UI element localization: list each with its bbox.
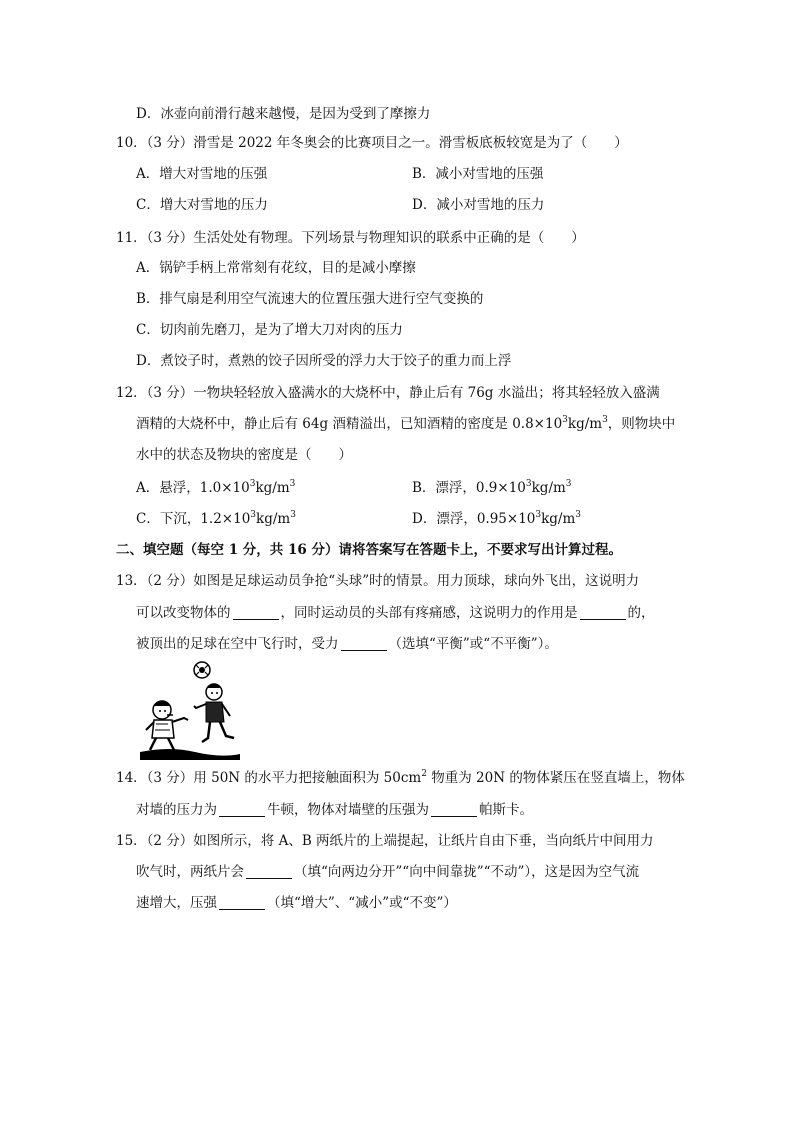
- q13-stem-line2: 可以改变物体的 ，同时运动员的头部有疼痛感，这说明力的作用是 的，: [136, 605, 655, 621]
- q9-option-d: D．冰壶向前滑行越来越慢，是因为受到了摩擦力: [136, 106, 431, 122]
- q12-option-b: B．漂浮，$0.9\times 10^3kg/m^3$: [412, 479, 572, 496]
- q11-option-b: B．排气扇是利用空气流速大的位置压强大进行空气变换的: [136, 291, 484, 307]
- q11-option-c: C．切肉前先磨刀，是为了增大刀对肉的压力: [136, 322, 403, 338]
- left-player-figure: [146, 701, 188, 750]
- q11-stem: 11．（3 分）生活处处有物理。下列场景与物理知识的联系中正确的是（ ）: [116, 230, 585, 246]
- q10-option-c: C．增大对雪地的压力: [136, 197, 268, 213]
- q14-stem-line2: 对墙的压力为 牛顿，物体对墙壁的压强为 帕斯卡。: [136, 802, 533, 818]
- answer-blank[interactable]: [219, 895, 265, 910]
- q15-stem-line2: 吹气时，两纸片会 （填“向两边分开”“向中间靠拢”“不动”），这是因为空气流: [136, 864, 640, 880]
- q10-option-d: D．减小对雪地的压力: [412, 197, 545, 213]
- q11-option-d: D．煮饺子时，煮熟的饺子因所受的浮力大于饺子的重力而上浮: [136, 353, 512, 369]
- q13-stem-line3: 被顶出的足球在空中飞行时，受力 （选填“平衡”或“不平衡”）。: [136, 636, 558, 652]
- answer-blank[interactable]: [219, 802, 265, 817]
- answer-blank[interactable]: [341, 636, 387, 651]
- answer-blank[interactable]: [580, 605, 626, 620]
- q15-stem-line3: 速增大，压强 （填“增大”、“减小”或“不变”）: [136, 895, 457, 911]
- answer-blank[interactable]: [431, 802, 477, 817]
- q11-option-a: A．锅铲手柄上常常刻有花纹，目的是减小摩擦: [136, 260, 416, 276]
- q10-option-b: B．减小对雪地的压强: [412, 166, 544, 182]
- q13-stem-line1: 13．（2 分）如图是足球运动员争抢“头球”时的情景。用力顶球，球向外飞出，这说明力: [116, 573, 640, 589]
- q10-stem: 10．（3 分）滑雪是 2022 年冬奥会的比赛项目之一。滑雪板底板较宽是为了（ ）: [116, 135, 628, 151]
- soccer-ball-icon: [194, 662, 210, 678]
- q12-stem-line1: 12．（3 分）一物块轻轻放入盛满水的大烧杯中，静止后有 76g 水溢出；将其轻轻放入盛满: [116, 385, 660, 401]
- q12-option-c: C．下沉，$1.2\times 10^3kg/m^3$: [136, 510, 296, 527]
- q12-option-a: A．悬浮，$1.0\times 10^3kg/m^3$: [136, 479, 296, 496]
- q10-option-a: A．增大对雪地的压强: [136, 166, 268, 182]
- q12-stem-line3: 水中的状态及物块的密度是（ ）: [136, 447, 352, 463]
- q14-stem-line1: 14．（3 分）用 50N 的水平力把接触面积为 $50cm^2$ 物重为 20N 的物体紧压在竖直墙上，物体: [116, 769, 685, 786]
- q12-stem-line2: 酒精的大烧杯中，静止后有 64g 酒精溢出，已知酒精的密度是 $0.8\times 10^3kg/m^3$，则物块中: [136, 415, 676, 432]
- ground-shape: [140, 749, 240, 760]
- answer-blank[interactable]: [233, 605, 279, 620]
- soccer-heading-figure: [140, 660, 240, 760]
- q12-option-d: D．漂浮，$0.95\times 10^3kg/m^3$: [412, 510, 582, 527]
- section-2-heading: 二、填空题（每空 1 分，共 16 分）请将答案写在答题卡上，不要求写出计算过程。: [116, 542, 622, 558]
- right-player-figure: [194, 684, 234, 742]
- q15-stem-line1: 15．（2 分）如图所示，将 A、B 两纸片的上端提起，让纸片自由下垂，当向纸片中间用力: [116, 833, 654, 849]
- answer-blank[interactable]: [246, 864, 292, 879]
